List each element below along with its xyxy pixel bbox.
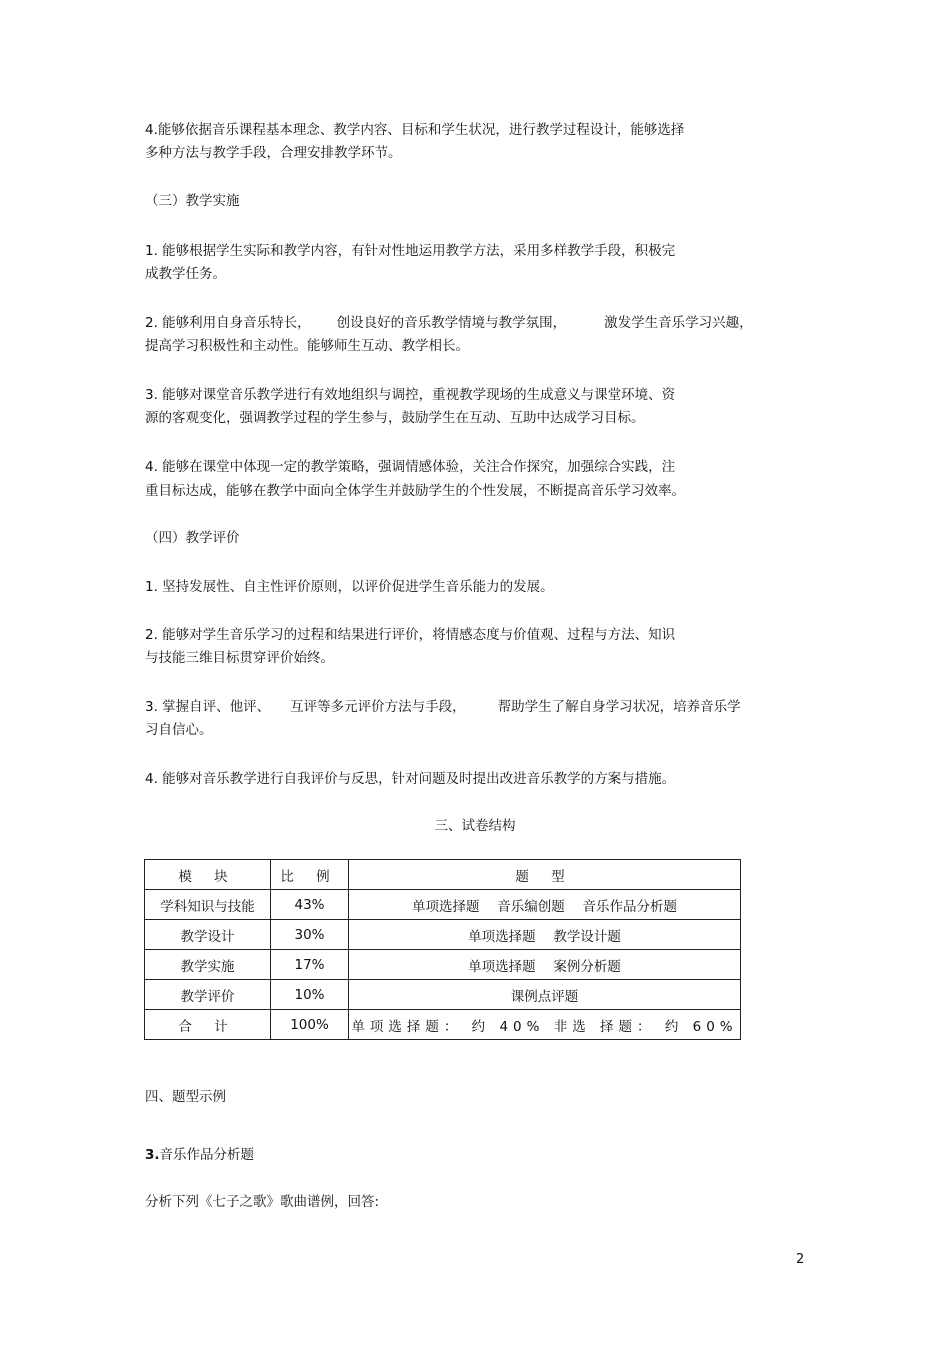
question-number: 3. — [145, 1147, 160, 1163]
page-number: 2 — [796, 1252, 805, 1267]
table-header-cell: 模 块 — [145, 860, 271, 890]
table-cell: 17% — [271, 950, 349, 980]
table-row — [145, 980, 741, 1010]
table-row — [145, 950, 741, 980]
list-item-continuation: 习自信心。 — [145, 722, 213, 738]
list-item: 2. 能够对学生音乐学习的过程和结果进行评价，将情感态度与价值观、过程与方法、知识 — [145, 627, 676, 643]
exam-structure-table — [144, 859, 741, 1040]
list-item — [145, 696, 741, 718]
paragraph-line: 多种方法与教学手段，合理安排教学环节。 — [145, 145, 402, 161]
list-item: 4. 能够在课堂中体现一定的教学策略，强调情感体验，关注合作探究，加强综合实践，注 — [145, 459, 676, 475]
table-cell: 100% — [271, 1010, 349, 1040]
list-item-continuation: 源的客观变化，强调教学过程的学生参与，鼓励学生在互动、互助中达成学习目标。 — [145, 410, 645, 426]
list-item-part: 创设良好的音乐教学情境与教学氛围， — [336, 315, 567, 331]
list-item-part: 3. 掌握自评、他评、 — [145, 699, 271, 715]
subsection-heading: （三）教学实施 — [145, 193, 240, 209]
table-cell: 合 计 — [145, 1010, 271, 1040]
table-cell: 单项选择题 案例分析题 — [349, 950, 741, 980]
paragraph-line: 4.能够依据音乐课程基本理念、教学内容、目标和学生状况，进行教学过程设计，能够选择 — [145, 122, 685, 138]
table-row — [145, 1010, 741, 1040]
list-item: 1. 坚持发展性、自主性评价原则，以评价促进学生音乐能力的发展。 — [145, 579, 554, 595]
list-item: 4. 能够对音乐教学进行自我评价与反思，针对问题及时提出改进音乐教学的方案与措施。 — [145, 771, 676, 787]
table-row — [145, 920, 741, 950]
list-item-continuation: 与技能三维目标贯穿评价始终。 — [145, 650, 334, 666]
table-cell: 教学实施 — [145, 950, 271, 980]
list-item: 3. 能够对课堂音乐教学进行有效地组织与调控，重视教学现场的生成意义与课堂环境、资 — [145, 387, 676, 403]
list-item-part: 2. 能够利用自身音乐特长， — [145, 315, 311, 331]
table-header-cell: 题 型 — [349, 860, 741, 890]
table-cell: 教学评价 — [145, 980, 271, 1010]
table-cell: 43% — [271, 890, 349, 920]
table-row — [145, 890, 741, 920]
table-cell: 单项选择题 音乐编创题 音乐作品分析题 — [349, 890, 741, 920]
table-header-cell: 比 例 — [271, 860, 349, 890]
question-title: 音乐作品分析题 — [159, 1147, 255, 1163]
subsection-heading: （四）教学评价 — [145, 530, 240, 546]
list-item-part: 互评等多元评价方法与手段， — [290, 699, 466, 715]
table-cell: 30% — [271, 920, 349, 950]
table-cell: 单项选择题： 约 40% 非选 择题： 约 60% — [349, 1010, 741, 1040]
list-item — [145, 312, 753, 334]
table-cell: 学科知识与技能 — [145, 890, 271, 920]
table-cell: 单项选择题 教学设计题 — [349, 920, 741, 950]
list-item-continuation: 重目标达成，能够在教学中面向全体学生并鼓励学生的个性发展，不断提高音乐学习效率。 — [145, 483, 685, 499]
section-title: 三、试卷结构 — [434, 818, 516, 834]
list-item-part: 帮助学生了解自身学习状况，培养音乐学 — [497, 699, 741, 715]
table-cell: 教学设计 — [145, 920, 271, 950]
table-cell: 10% — [271, 980, 349, 1010]
list-item: 1. 能够根据学生实际和教学内容，有针对性地运用教学方法，采用多样教学手段，积极完 — [145, 243, 676, 259]
list-item-part: 激发学生音乐学习兴趣， — [604, 315, 753, 331]
question-heading — [145, 1144, 254, 1166]
table-cell: 课例点评题 — [349, 980, 741, 1010]
section-title: 四、题型示例 — [145, 1089, 226, 1105]
question-prompt: 分析下列《七子之歌》歌曲谱例，回答: — [145, 1194, 380, 1210]
list-item-continuation: 成教学任务。 — [145, 266, 226, 282]
list-item-continuation: 提高学习积极性和主动性。能够师生互动、教学相长。 — [145, 338, 469, 354]
table-header-row — [145, 860, 741, 890]
